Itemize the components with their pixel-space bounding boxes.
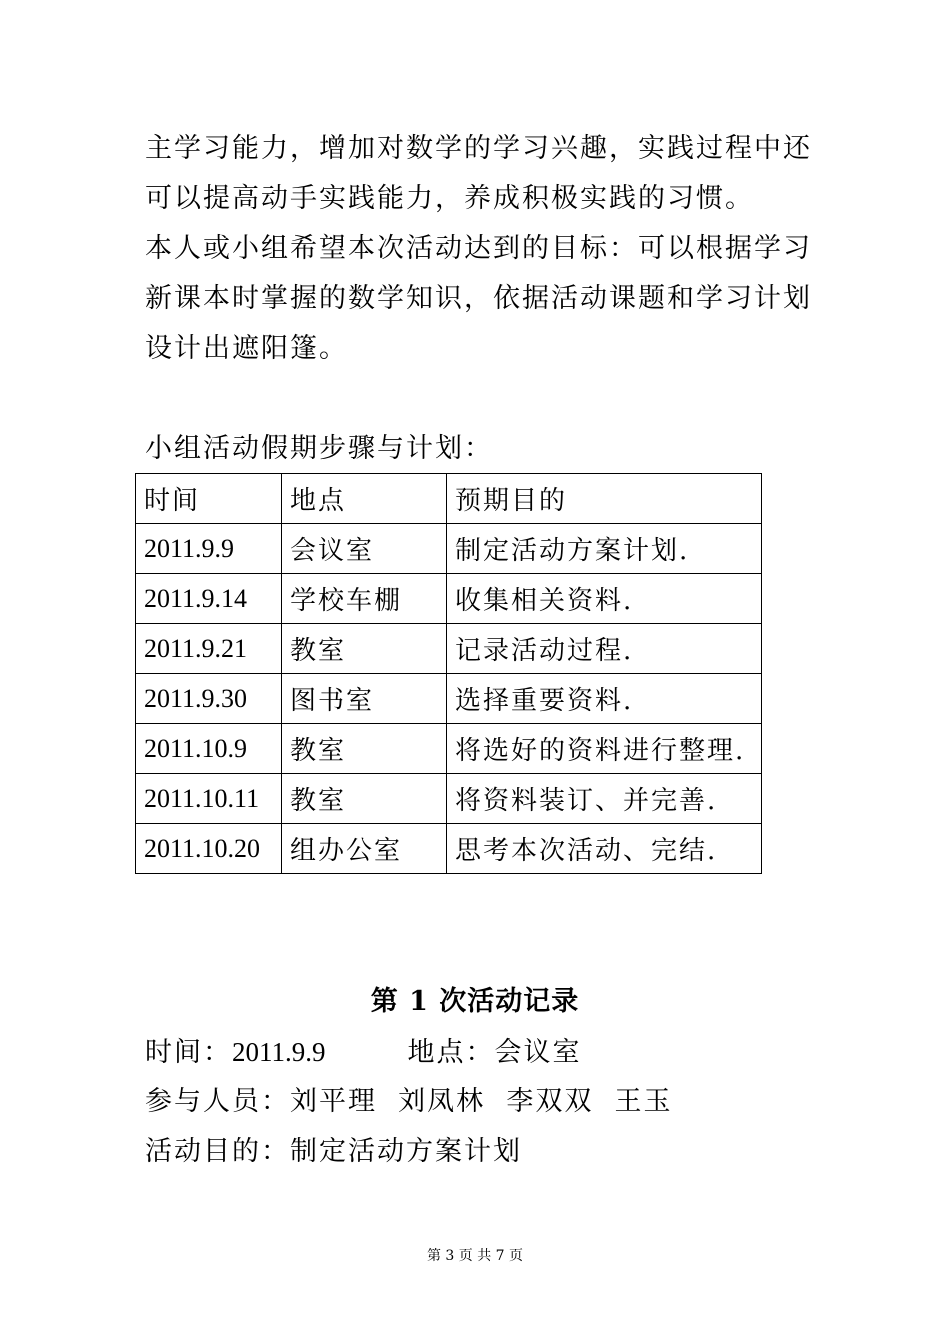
cell-place: 会议室 xyxy=(282,524,447,574)
page-footer: 第 3 页 共 7 页 xyxy=(426,1248,524,1264)
cell-purpose: 选择重要资料. xyxy=(447,674,762,724)
cell-date: 2011.9.21 xyxy=(136,624,282,674)
record-time-value: 2011.9.9 xyxy=(232,1037,326,1067)
cell-place: 教室 xyxy=(282,624,447,674)
goal-paragraph: 本人或小组希望本次活动达到的目标：可以根据学习新课本时掌握的数学知识，依据活动课题和学习计划设计出遮阳篷。 xyxy=(145,233,812,364)
cell-place: 学校车棚 xyxy=(282,574,447,624)
table-row xyxy=(136,524,762,574)
record-members-label: 参与人员： xyxy=(145,1086,290,1117)
header-place: 地点 xyxy=(282,474,447,524)
record-title: 第 1 次活动记录 xyxy=(370,986,580,1017)
record-members-value: 刘平理 刘凤林 李双双 王玉 xyxy=(290,1086,673,1117)
cell-purpose: 收集相关资料. xyxy=(447,574,762,624)
record-place-label: 地点： xyxy=(407,1037,495,1068)
record-members-line xyxy=(145,1082,673,1122)
record-place-value: 会议室 xyxy=(494,1037,582,1068)
cell-purpose: 制定活动方案计划. xyxy=(447,524,762,574)
record-time-place-line xyxy=(145,1032,582,1073)
cell-date: 2011.10.9 xyxy=(136,724,282,774)
cell-purpose: 将选好的资料进行整理. xyxy=(447,724,762,774)
record-purpose-value: 制定活动方案计划 xyxy=(290,1136,522,1167)
table-header-row xyxy=(136,474,762,524)
record-purpose-label: 活动目的： xyxy=(145,1136,290,1167)
record-time-label: 时间： xyxy=(145,1037,232,1068)
table-row xyxy=(136,824,762,874)
table-caption: 小组活动假期步骤与计划： xyxy=(145,433,493,464)
header-time: 时间 xyxy=(136,474,282,524)
cell-date: 2011.9.14 xyxy=(136,574,282,624)
header-purpose: 预期目的 xyxy=(447,474,762,524)
activity-plan-table xyxy=(135,473,762,874)
cell-date: 2011.9.9 xyxy=(136,524,282,574)
cell-date: 2011.10.11 xyxy=(136,774,282,824)
table-row xyxy=(136,674,762,724)
cell-place: 教室 xyxy=(282,724,447,774)
cell-purpose: 记录活动过程. xyxy=(447,624,762,674)
cell-date: 2011.9.30 xyxy=(136,674,282,724)
table-row xyxy=(136,624,762,674)
cell-date: 2011.10.20 xyxy=(136,824,282,874)
cell-place: 图书室 xyxy=(282,674,447,724)
cell-purpose: 将资料装订、并完善. xyxy=(447,774,762,824)
cell-purpose: 思考本次活动、完结. xyxy=(447,824,762,874)
intro-paragraph: 主学习能力，增加对数学的学习兴趣，实践过程中还可以提高动手实践能力，养成积极实践的习惯。 xyxy=(145,133,812,214)
cell-place: 组办公室 xyxy=(282,824,447,874)
table-row xyxy=(136,774,762,824)
table-row xyxy=(136,724,762,774)
cell-place: 教室 xyxy=(282,774,447,824)
record-purpose-line xyxy=(145,1132,522,1172)
table-row xyxy=(136,574,762,624)
